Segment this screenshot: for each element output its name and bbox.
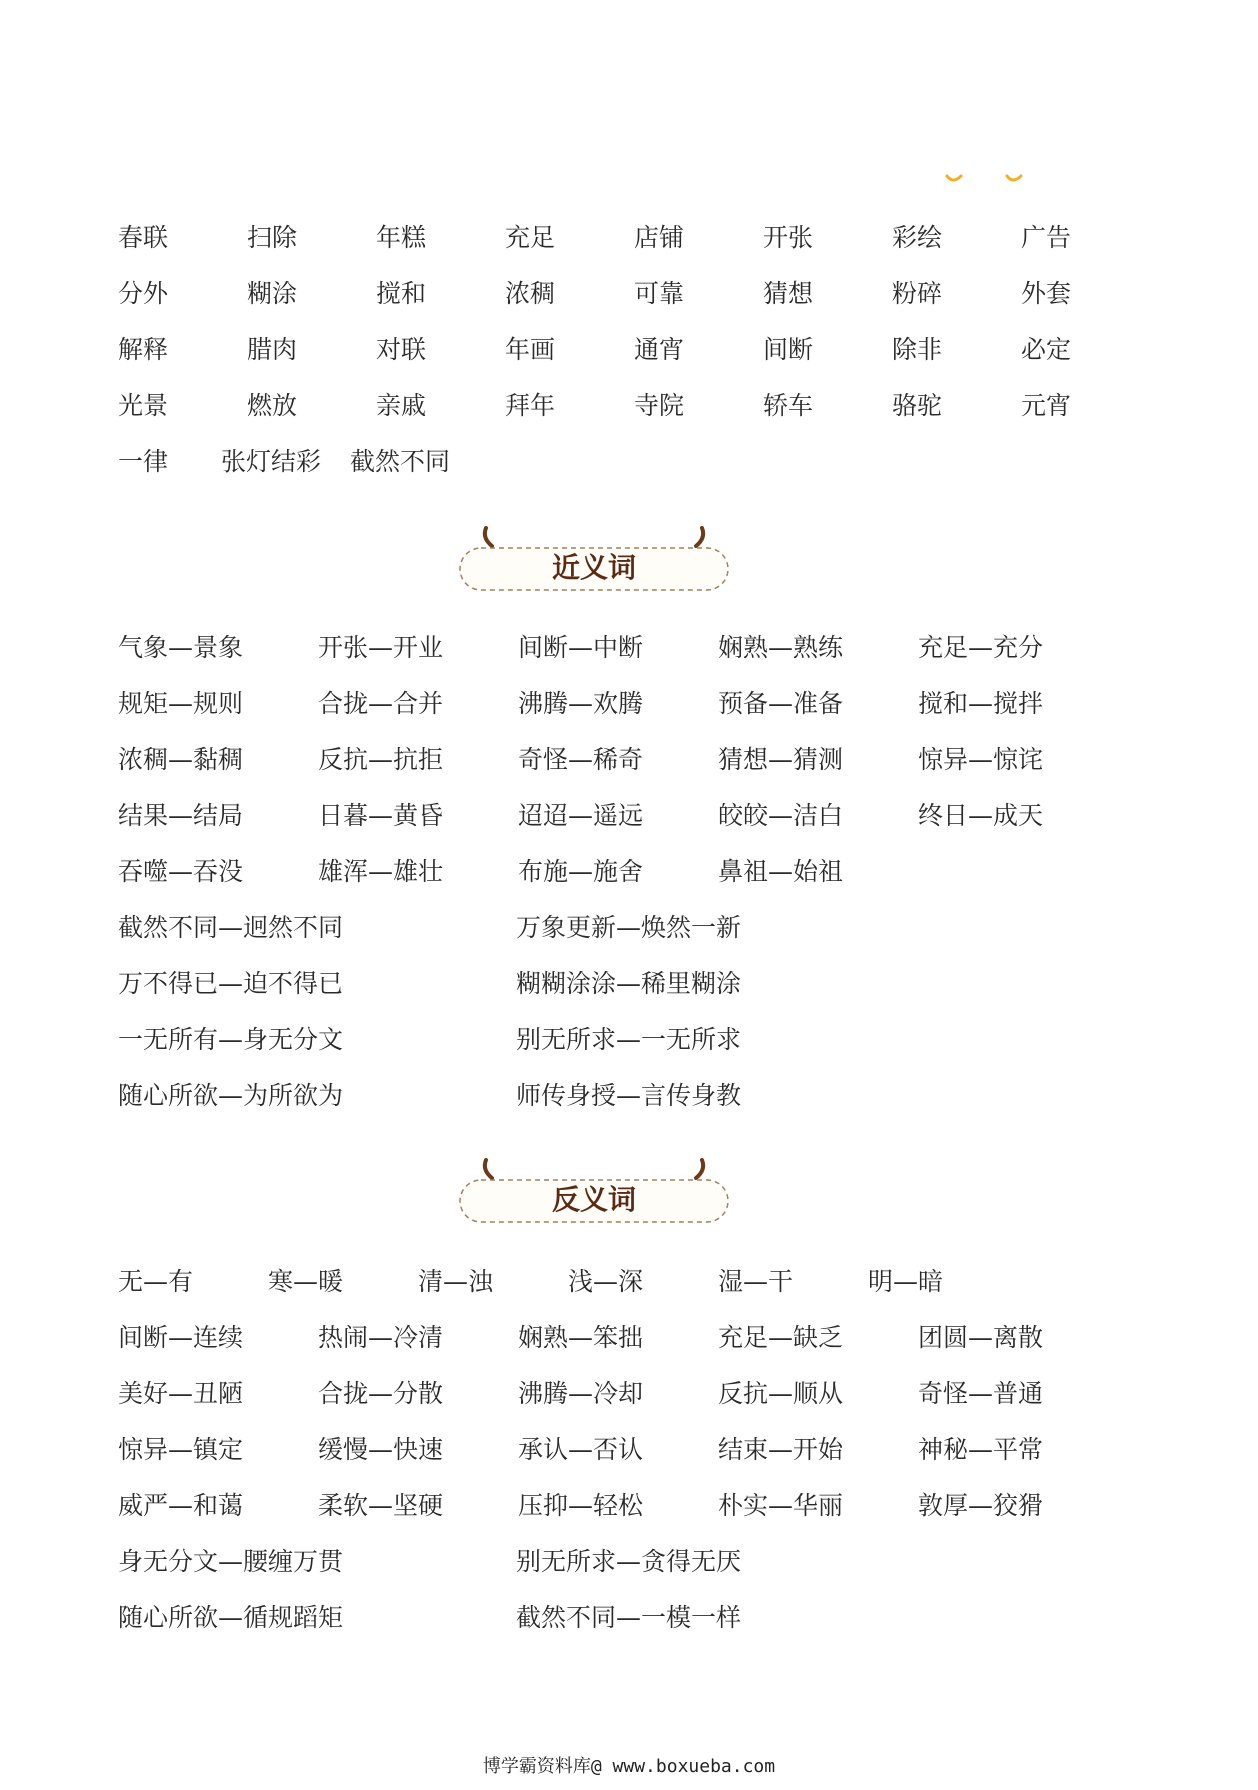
synonym-pair: 浓稠—黏稠 <box>118 745 244 774</box>
vocab-word: 粉碎 <box>892 279 943 308</box>
synonym-pair: 奇怪—稀奇 <box>518 745 644 774</box>
synonym-pair: 日暮—黄昏 <box>318 801 444 830</box>
antonym-row <box>118 1598 1158 1638</box>
footer-watermark: 博学霸资料库@ www.boxueba.com <box>482 1756 776 1777</box>
antonym-row <box>118 1374 1158 1414</box>
vocab-word: 间断 <box>763 335 814 364</box>
synonyms-heading <box>456 518 732 584</box>
synonym-pair: 鼻祖—始祖 <box>718 857 844 886</box>
synonym-pair: 规矩—规则 <box>118 689 244 718</box>
synonym-row <box>118 628 1158 668</box>
antonym-pair: 寒—暖 <box>268 1267 344 1296</box>
synonym-idiom-pair: 万象更新—焕然一新 <box>516 913 742 942</box>
antonym-pair: 结束—开始 <box>718 1435 844 1464</box>
synonym-idiom-pair: 万不得已—迫不得已 <box>118 969 344 998</box>
antonym-pair: 间断—连续 <box>118 1323 244 1352</box>
antonym-row <box>118 1430 1158 1470</box>
synonym-pair: 反抗—抗拒 <box>318 745 444 774</box>
vocab-word: 光景 <box>118 391 169 420</box>
vocab-word: 燃放 <box>247 391 298 420</box>
synonym-pair: 惊异—惊诧 <box>918 745 1044 774</box>
antonym-pair: 惊异—镇定 <box>118 1435 244 1464</box>
antonym-pair: 奇怪—普通 <box>918 1379 1044 1408</box>
vocab-word: 寺院 <box>634 391 685 420</box>
synonym-pair: 预备—准备 <box>718 689 844 718</box>
vocab-word: 轿车 <box>763 391 814 420</box>
antonym-pair: 湿—干 <box>718 1267 794 1296</box>
synonym-row <box>118 1076 1158 1116</box>
synonym-pair: 开张—开业 <box>318 633 444 662</box>
antonym-pair: 团圆—离散 <box>918 1323 1044 1352</box>
vocab-word: 糊涂 <box>247 279 298 308</box>
synonym-pair: 娴熟—熟练 <box>718 633 844 662</box>
antonym-pair: 热闹—冷清 <box>318 1323 444 1352</box>
synonym-pair: 充足—充分 <box>918 633 1044 662</box>
vocab-word: 搅和 <box>376 279 427 308</box>
synonym-idiom-pair: 一无所有—身无分文 <box>118 1025 344 1054</box>
vocab-word: 张灯结彩 <box>221 447 322 476</box>
antonym-pair: 敦厚—狡猾 <box>918 1491 1044 1520</box>
antonym-pair: 娴熟—笨拙 <box>518 1323 644 1352</box>
antonym-pair: 明—暗 <box>868 1267 944 1296</box>
antonym-pair: 缓慢—快速 <box>318 1435 444 1464</box>
antonym-pair: 清—浊 <box>418 1267 494 1296</box>
vocab-word: 外套 <box>1021 279 1072 308</box>
synonym-pair: 皎皎—洁白 <box>718 801 844 830</box>
vocab-word: 充足 <box>505 223 556 252</box>
antonym-pair: 充足—缺乏 <box>718 1323 844 1352</box>
synonym-pair: 间断—中断 <box>518 633 644 662</box>
antonym-pair: 沸腾—冷却 <box>518 1379 644 1408</box>
synonym-idiom-pair: 截然不同—迥然不同 <box>118 913 344 942</box>
vocab-word: 猜想 <box>763 279 814 308</box>
vocab-word: 元宵 <box>1021 391 1072 420</box>
synonym-row <box>118 908 1158 948</box>
vocab-row <box>118 274 1158 314</box>
vocab-word: 骆驼 <box>892 391 943 420</box>
antonym-pair: 柔软—坚硬 <box>318 1491 444 1520</box>
antonym-pair: 压抑—轻松 <box>518 1491 644 1520</box>
decorative-marks <box>945 170 1025 190</box>
synonym-row <box>118 796 1158 836</box>
vocab-word: 广告 <box>1021 223 1072 252</box>
synonym-row <box>118 852 1158 892</box>
vocab-word: 店铺 <box>634 223 685 252</box>
heading-label: 反义词 <box>551 1183 636 1216</box>
synonym-pair: 布施—施舍 <box>518 857 644 886</box>
antonym-pair: 无—有 <box>118 1267 194 1296</box>
synonym-idiom-pair: 师传身授—言传身教 <box>516 1081 742 1110</box>
vocab-word: 年糕 <box>376 223 427 252</box>
antonym-pair: 美好—丑陋 <box>118 1379 244 1408</box>
antonym-row <box>118 1318 1158 1358</box>
vocab-word: 开张 <box>763 223 814 252</box>
synonym-idiom-pair: 随心所欲—为所欲为 <box>118 1081 344 1110</box>
vocab-row <box>118 330 1158 370</box>
vocab-word: 截然不同 <box>350 447 451 476</box>
vocab-row <box>118 218 1158 258</box>
vocab-word: 浓稠 <box>505 279 556 308</box>
vocab-row <box>118 442 1158 482</box>
vocab-word: 解释 <box>118 335 169 364</box>
antonym-idiom-pair: 身无分文—腰缠万贯 <box>118 1547 344 1576</box>
synonym-pair: 雄浑—雄壮 <box>318 857 444 886</box>
synonym-pair: 沸腾—欢腾 <box>518 689 644 718</box>
synonym-pair: 气象—景象 <box>118 633 244 662</box>
antonym-row <box>118 1486 1158 1526</box>
vocab-word: 对联 <box>376 335 427 364</box>
vocab-word: 一律 <box>118 447 169 476</box>
antonym-idiom-pair: 截然不同—一模一样 <box>516 1603 742 1632</box>
synonym-row <box>118 1020 1158 1060</box>
antonym-pair: 神秘—平常 <box>918 1435 1044 1464</box>
synonym-idiom-pair: 糊糊涂涂—稀里糊涂 <box>516 969 742 998</box>
synonym-pair: 吞噬—吞没 <box>118 857 244 886</box>
synonym-pair: 合拢—合并 <box>318 689 444 718</box>
antonym-idiom-pair: 随心所欲—循规蹈矩 <box>118 1603 344 1632</box>
vocab-word: 除非 <box>892 335 943 364</box>
synonym-row <box>118 740 1158 780</box>
antonym-pair: 合拢—分散 <box>318 1379 444 1408</box>
antonym-idiom-pair: 别无所求—贪得无厌 <box>516 1547 742 1576</box>
antonym-pair: 反抗—顺从 <box>718 1379 844 1408</box>
synonym-idiom-pair: 别无所求—一无所求 <box>516 1025 742 1054</box>
antonyms-heading <box>456 1150 732 1216</box>
synonym-pair: 终日—成天 <box>918 801 1044 830</box>
antonym-pair: 浅—深 <box>568 1267 644 1296</box>
vocab-row <box>118 386 1158 426</box>
antonym-pair: 承认—否认 <box>518 1435 644 1464</box>
vocab-word: 通宵 <box>634 335 685 364</box>
vocab-word: 分外 <box>118 279 169 308</box>
synonym-pair: 迢迢—遥远 <box>518 801 644 830</box>
vocab-word: 必定 <box>1021 335 1072 364</box>
antonym-row <box>118 1542 1158 1582</box>
synonym-row <box>118 684 1158 724</box>
synonym-pair: 结果—结局 <box>118 801 244 830</box>
antonym-pair: 威严—和蔼 <box>118 1491 244 1520</box>
vocab-word: 腊肉 <box>247 335 298 364</box>
vocab-word: 春联 <box>118 223 169 252</box>
vocab-word: 彩绘 <box>892 223 943 252</box>
antonym-row <box>118 1262 1158 1302</box>
antonym-pair: 朴实—华丽 <box>718 1491 844 1520</box>
synonym-pair: 猜想—猜测 <box>718 745 844 774</box>
vocab-word: 拜年 <box>505 391 556 420</box>
synonym-pair: 搅和—搅拌 <box>918 689 1044 718</box>
heading-label: 近义词 <box>551 551 636 584</box>
vocab-word: 亲戚 <box>376 391 427 420</box>
vocab-word: 扫除 <box>247 223 298 252</box>
synonym-row <box>118 964 1158 1004</box>
vocab-word: 年画 <box>505 335 556 364</box>
vocab-word: 可靠 <box>634 279 685 308</box>
